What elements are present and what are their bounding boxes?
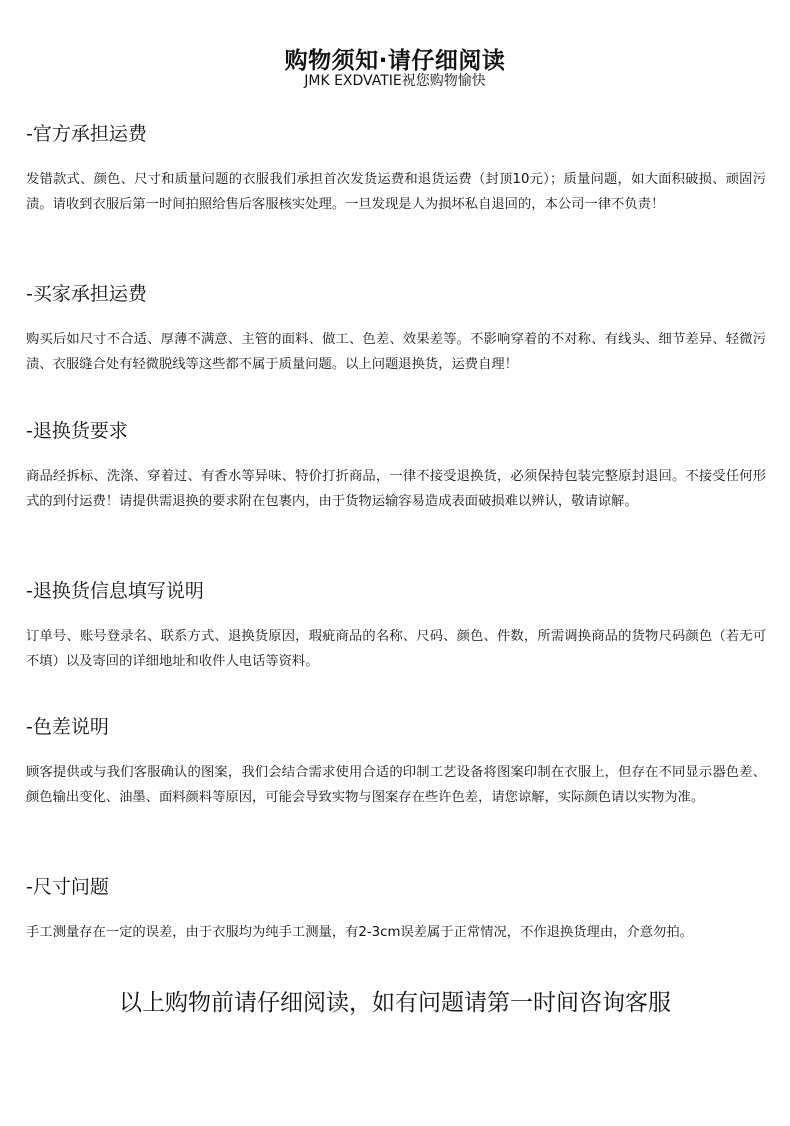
section-body: 手工测量存在一定的误差，由于衣服均为纯手工测量，有2-3cm误差属于正常情况，不作退换货理由，介意勿拍。 bbox=[26, 925, 693, 940]
section-heading: -尺寸问题 bbox=[26, 876, 109, 898]
section-size-issues bbox=[26, 874, 766, 945]
page-subtitle: JMK EXDVATIE祝您购物愉快 bbox=[304, 73, 486, 89]
section-heading: -色差说明 bbox=[26, 716, 109, 738]
section-heading: -买家承担运费 bbox=[26, 283, 147, 305]
section-return-requirements bbox=[26, 418, 766, 514]
section-heading: -退换货要求 bbox=[26, 420, 128, 442]
section-body: 顾客提供或与我们客服确认的图案，我们会结合需求使用合适的印制工艺设备将图案印制在衣服上，但存在不同显示器色差、颜色输出变化、油墨、面料颜料等原因，可能会导致实物与图案存在些许色差，请您谅解，实际颜色请以实物为准。 bbox=[26, 765, 766, 805]
page-title: 购物须知·请仔细阅读 bbox=[284, 48, 506, 75]
closing-notice: 以上购物前请仔细阅读，如有问题请第一时间咨询客服 bbox=[119, 990, 671, 1016]
section-body: 商品经拆标、洗涤、穿着过、有香水等异味、特价打折商品，一律不接受退换货，必须保持包装完整原封退回。不接受任何形式的到付运费！请提供需退换的要求附在包裹内，由于货物运输容易造成表面破损难以辨认，敬请谅解。 bbox=[26, 469, 766, 509]
section-color-difference bbox=[26, 714, 766, 810]
section-buyer-shipping bbox=[26, 281, 766, 377]
section-heading: -官方承担运费 bbox=[26, 123, 147, 145]
section-official-shipping bbox=[26, 121, 766, 217]
section-return-info-instructions bbox=[26, 578, 766, 674]
section-body: 购买后如尺寸不合适、厚薄不满意、主管的面料、做工、色差、效果差等。不影响穿着的不对称、有线头、细节差异、轻微污渍、衣服缝合处有轻微脱线等这些都不属于质量问题。以上问题退换货，运费自理！ bbox=[26, 332, 766, 372]
section-body: 订单号、账号登录名、联系方式、退换货原因，瑕疵商品的名称、尺码、颜色、件数，所需调换商品的货物尺码颜色（若无可不填）以及寄回的详细地址和收件人电话等资料。 bbox=[26, 629, 766, 669]
section-heading: -退换货信息填写说明 bbox=[26, 580, 204, 602]
section-body: 发错款式、颜色、尺寸和质量问题的衣服我们承担首次发货运费和退货运费（封顶10元）；质量问题，如大面积破损、顽固污渍。请收到衣服后第一时间拍照给售后客服核实处理。一旦发现是人为损坏私自退回的，本公司一律不负责！ bbox=[26, 172, 766, 212]
